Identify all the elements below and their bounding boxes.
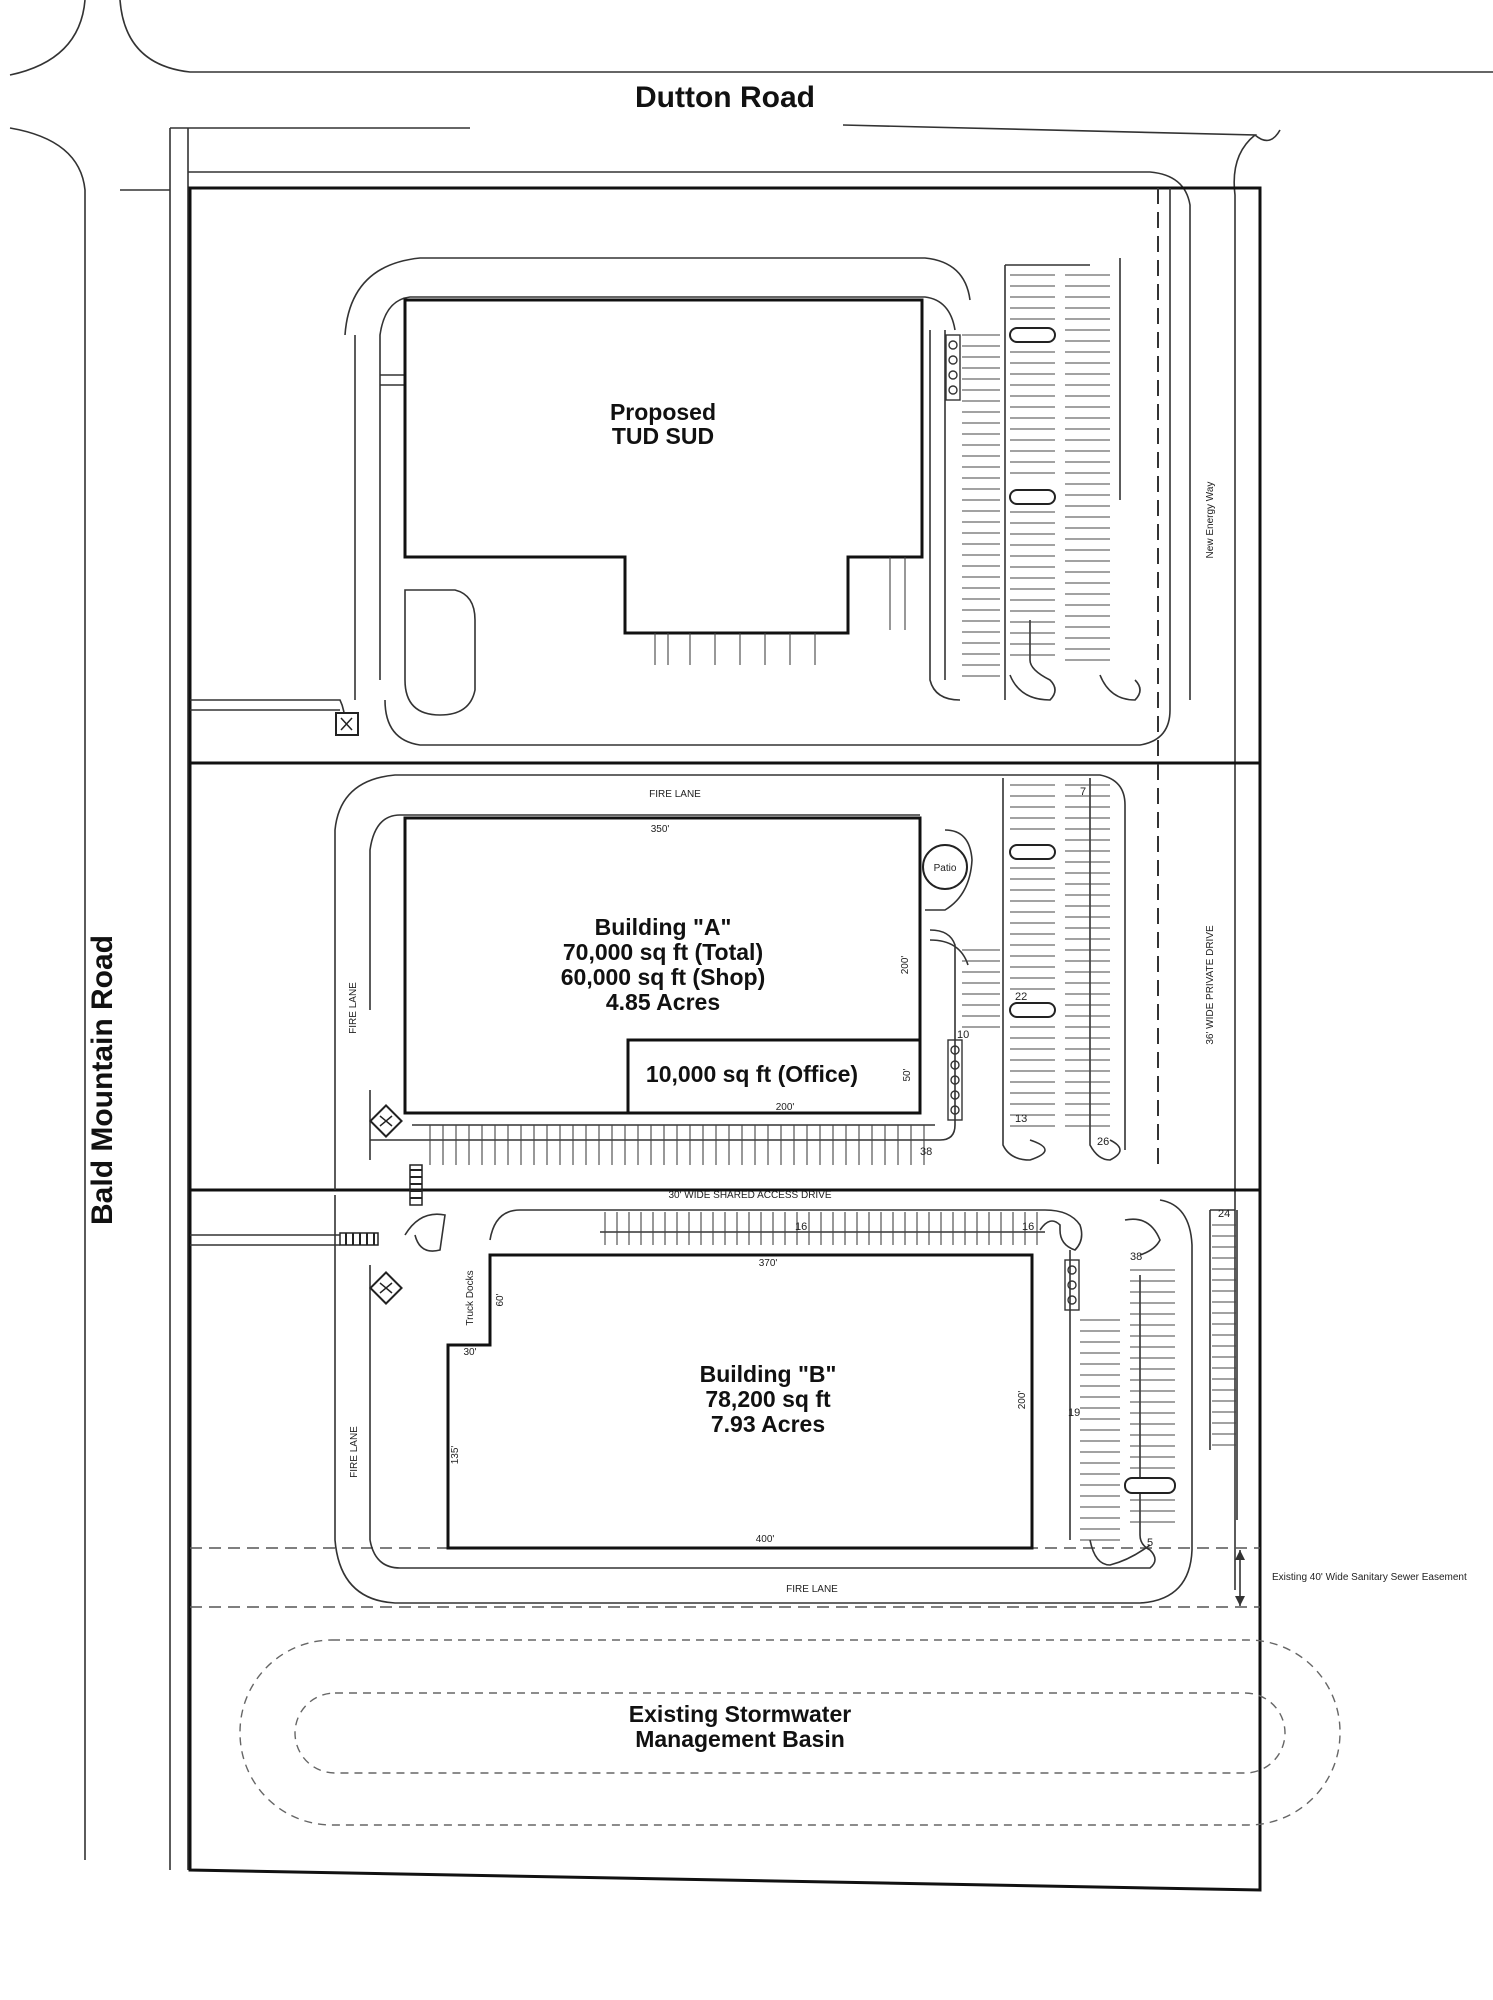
truck-docks-label: Truck Docks [465,1270,476,1326]
parking-island [1010,328,1055,342]
dim-b-top: 370' [758,1258,778,1269]
building-a-parcel [335,775,1125,1205]
road-curb-line [10,0,85,75]
parking-island [1010,1003,1055,1017]
building-b-parcel [190,1190,1237,1603]
dim-a-office-width: 200' [775,1102,795,1113]
road-curb-line [10,128,85,1860]
parking-curb [1010,620,1055,700]
tud-sud-label-line2: TUD SUD [611,423,715,449]
crosswalk [410,1165,422,1205]
sewer-easement-label: Existing 40' Wide Sanitary Sewer Easement [1272,1572,1467,1583]
fire-lane-label-south: FIRE LANE [786,1584,838,1595]
building-b-acres: 7.93 Acres [710,1411,826,1437]
accessible-stalls [946,335,960,400]
parking-stalls [605,1212,1037,1245]
stall-count: 19 [1068,1407,1081,1419]
building-a-shop: 60,000 sq ft (Shop) [560,964,766,990]
stall-count: 24 [1218,1208,1231,1220]
new-energy-way-label: New Energy Way [1205,481,1216,559]
stall-count: 10 [957,1029,970,1041]
fire-lane-curb [405,1214,445,1251]
bald-mountain-road-label: Bald Mountain Road [86,935,119,1225]
fire-lane-label-north: FIRE LANE [649,789,701,800]
dim-a-office-height: 50' [902,1068,913,1082]
dim-a-top: 350' [650,824,670,835]
basin-label-line2: Management Basin [635,1726,845,1752]
accessible-stalls [1065,1260,1079,1310]
building-a-acres: 4.85 Acres [605,989,721,1015]
dim-b-dock-width: 30' [463,1347,477,1358]
parking-curb [1090,778,1120,1160]
walk-line [190,1235,340,1245]
tud-sud-parcel [190,188,1170,745]
building-b-name: Building "B" [699,1361,837,1387]
tud-sud-building [405,300,922,633]
stall-count: 5 [1147,1537,1154,1549]
parking-island [1125,1478,1175,1493]
stall-count: 16 [795,1221,808,1233]
patio-label: Patio [933,863,957,874]
dutton-road-label: Dutton Road [635,81,815,114]
stormwater-basin [240,1640,1340,1825]
fire-lane-label-a-west: FIRE LANE [348,982,359,1034]
parking-stalls [430,1125,924,1165]
dim-b-bottom: 400' [755,1534,775,1545]
parking-curb [1125,1219,1160,1255]
walk-line [190,700,345,725]
stall-count: 26 [1097,1136,1110,1148]
landscape-island [405,590,475,715]
parking-curb [1210,1210,1237,1520]
building-a-office-label: 10,000 sq ft (Office) [645,1061,859,1087]
crosswalk [340,1233,378,1245]
monument-sign-icon [370,1272,401,1303]
dim-b-left: 135' [450,1445,461,1465]
fire-lane-curb [490,1210,1082,1250]
parking-island [1010,845,1055,859]
private-drive-label: 36' WIDE PRIVATE DRIVE [1205,925,1216,1045]
basin-label-line1: Existing Stormwater [628,1701,852,1727]
tud-sud-label-line1: Proposed [609,399,717,425]
dim-b-dock-depth: 60' [495,1293,506,1307]
arrow-down-icon [1235,1596,1245,1606]
parking-stalls [962,785,1110,1126]
stall-count: 22 [1015,991,1028,1003]
shared-access-drive-label: 30' WIDE SHARED ACCESS DRIVE [668,1190,832,1201]
dim-a-right: 200' [900,955,911,975]
building-a-total: 70,000 sq ft (Total) [562,939,764,965]
dim-b-right: 200' [1017,1390,1028,1410]
building-a-name: Building "A" [594,914,732,940]
monument-sign-icon [370,1105,401,1136]
road-curb-line [120,0,1493,72]
parking-curb [1090,1540,1150,1565]
fire-lane-label-b-west: FIRE LANE [349,1426,360,1478]
parking-curb [1100,675,1140,700]
monument-sign-icon [336,713,358,735]
arrow-up-icon [1235,1550,1245,1560]
parking-island [1010,490,1055,504]
stall-count: 38 [920,1146,933,1158]
parking-curb [1005,258,1120,700]
stall-count: 13 [1015,1113,1028,1125]
parking-curb [1003,778,1045,1160]
road-curb-line [1255,130,1280,140]
stall-count: 38 [1130,1251,1143,1263]
stall-count: 16 [1022,1221,1035,1233]
stall-count: 7 [1080,786,1087,798]
building-b-area: 78,200 sq ft [705,1386,831,1412]
